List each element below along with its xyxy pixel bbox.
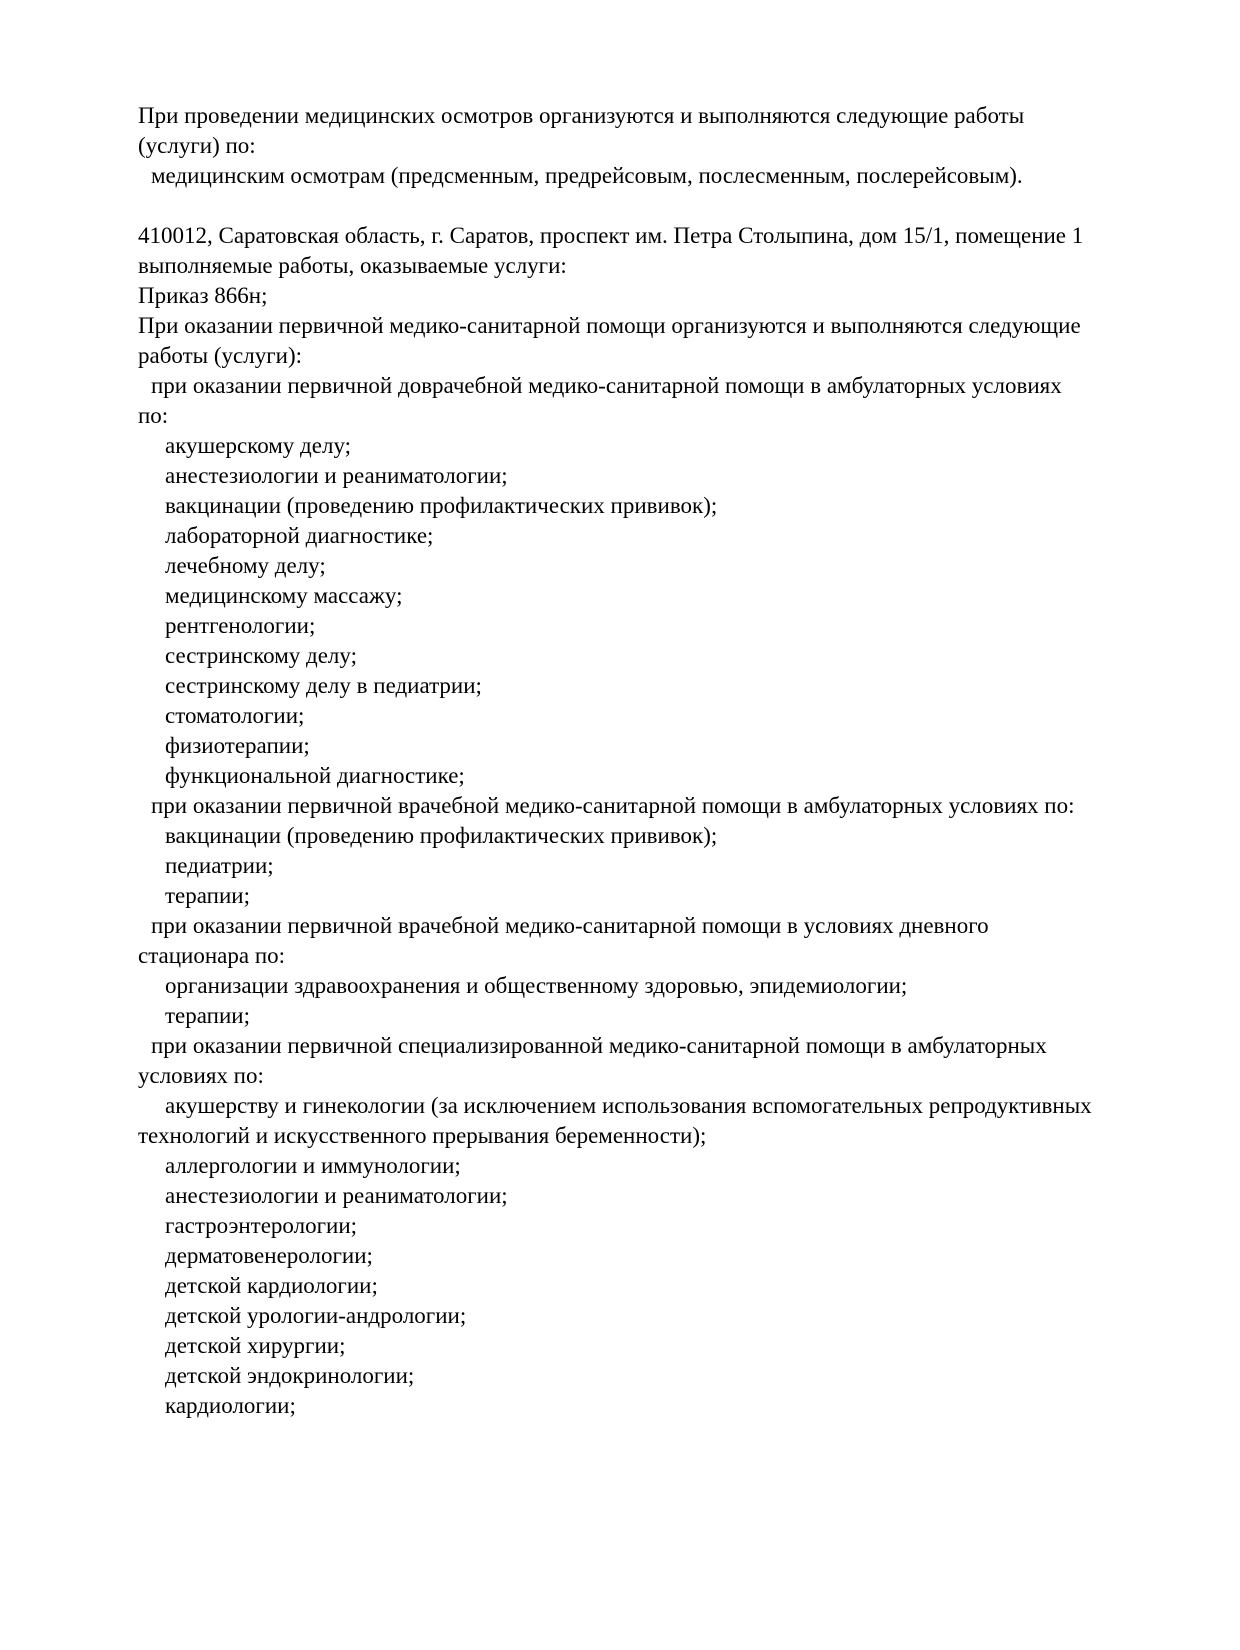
text-line: при оказании первичной врачебной медико-санитарной помощи в условиях дневного bbox=[151, 913, 989, 938]
text-line: терапии; bbox=[165, 1003, 250, 1028]
text-line: сестринскому делу в педиатрии; bbox=[165, 673, 482, 698]
text-line: акушерству и гинекологии (за исключением использования вспомогательных репродуктивных bbox=[165, 1093, 1092, 1118]
text-line: по: bbox=[138, 403, 169, 428]
document-body bbox=[138, 101, 1200, 1421]
text-line: (услуги) по: bbox=[138, 133, 256, 158]
text-line: дерматовенерологии; bbox=[165, 1243, 373, 1268]
text-line: условиях по: bbox=[138, 1063, 264, 1088]
text-line: стоматологии; bbox=[165, 703, 305, 728]
text-line: сестринскому делу; bbox=[165, 643, 357, 668]
text-line: детской хирургии; bbox=[165, 1333, 346, 1358]
text-line: при оказании первичной специализированной медико-санитарной помощи в амбулаторных bbox=[151, 1033, 1047, 1058]
text-line: при оказании первичной доврачебной медико-санитарной помощи в амбулаторных условиях bbox=[151, 373, 1062, 398]
text-line: детской урологии-андрологии; bbox=[165, 1303, 467, 1328]
text-line: анестезиологии и реаниматологии; bbox=[165, 1183, 508, 1208]
text-line: 410012, Саратовская область, г. Саратов, проспект им. Петра Столыпина, дом 15/1, помещение 1 bbox=[138, 223, 1084, 248]
text-line: вакцинации (проведению профилактических прививок); bbox=[165, 493, 718, 518]
text-line: анестезиологии и реаниматологии; bbox=[165, 463, 508, 488]
text-line: выполняемые работы, оказываемые услуги: bbox=[138, 253, 567, 278]
text-line: рентгенологии; bbox=[165, 613, 316, 638]
text-line: акушерскому делу; bbox=[165, 433, 352, 458]
text-line: работы (услуги): bbox=[138, 343, 302, 368]
text-line: вакцинации (проведению профилактических прививок); bbox=[165, 823, 718, 848]
text-line: кардиологии; bbox=[165, 1393, 296, 1418]
text-line: стационара по: bbox=[138, 943, 286, 968]
text-line: При проведении медицинских осмотров организуются и выполняются следующие работы bbox=[138, 103, 1025, 128]
text-line: функциональной диагностике; bbox=[165, 763, 465, 788]
text-line: организации здравоохранения и общественному здоровью, эпидемиологии; bbox=[165, 973, 908, 998]
text-line: лечебному делу; bbox=[165, 553, 326, 578]
text-line: медицинским осмотрам (предсменным, предрейсовым, послесменным, послерейсовым). bbox=[151, 163, 1023, 188]
text-line: медицинскому массажу; bbox=[165, 583, 403, 608]
text-line: терапии; bbox=[165, 883, 250, 908]
text-line: гастроэнтерологии; bbox=[165, 1213, 358, 1238]
text-line: Приказ 866н; bbox=[138, 283, 268, 308]
text-line: детской кардиологии; bbox=[165, 1273, 378, 1298]
text-line: аллергологии и иммунологии; bbox=[165, 1153, 461, 1178]
text-line: технологий и искусственного прерывания беременности); bbox=[138, 1123, 707, 1148]
text-line: лабораторной диагностике; bbox=[165, 523, 434, 548]
text-line: При оказании первичной медико-санитарной помощи организуются и выполняются следующие bbox=[138, 313, 1081, 338]
text-line: детской эндокринологии; bbox=[165, 1363, 415, 1388]
blank-line bbox=[138, 191, 1200, 221]
text-line: при оказании первичной врачебной медико-санитарной помощи в амбулаторных условиях по: bbox=[151, 793, 1075, 818]
text-line: педиатрии; bbox=[165, 853, 274, 878]
text-line: физиотерапии; bbox=[165, 733, 310, 758]
